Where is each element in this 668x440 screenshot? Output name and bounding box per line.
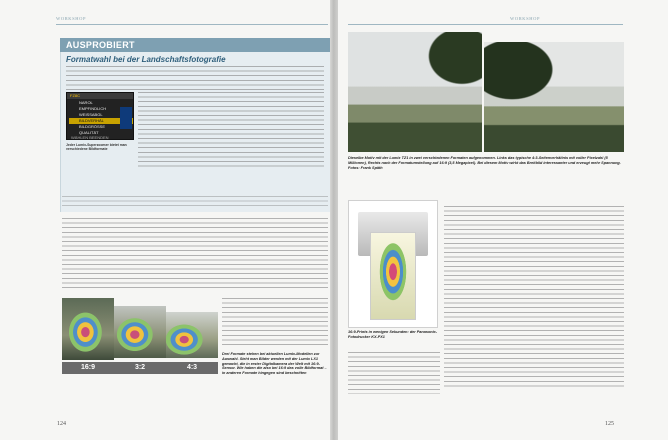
running-head-right: WORKSHOP xyxy=(510,16,541,21)
box-body-text xyxy=(138,92,324,168)
ratio-photo-16-9 xyxy=(62,298,114,360)
camera-menu-row: BILDGRÖSSE xyxy=(79,124,106,129)
camera-menu-screenshot xyxy=(66,92,134,140)
camera-menu-row: WEISSABGL xyxy=(79,112,103,117)
ratio-caption: Drei Formate stehen bei aktuellen Lumix-Modellen zur Auswahl. Sieht man Bilder werden mit der Lumix LX1 gemacht, die in erster Digitalkamera der Welt mit 16:9-Sensor. Wie haben die also bei 16:9 das volle Bildformat – in anderen Formate hingegen sind beschnitten xyxy=(222,352,327,376)
box-title: Formatwahl bei der Landschaftsfotografie xyxy=(66,55,226,64)
left-body-text xyxy=(62,218,328,290)
landscape-photo-16-9 xyxy=(484,42,624,152)
right-body-text-1 xyxy=(444,206,624,390)
top-rule-left xyxy=(56,24,328,25)
ausprobiert-tag-bar xyxy=(60,38,330,52)
printer-caption: 16:9-Prints in wenigen Sekunden: der Panasonic-Fotodrucker KX-PX1 xyxy=(348,330,438,339)
right-body-text-2 xyxy=(348,352,440,394)
ausprobiert-tag: AUSPROBIERT xyxy=(66,40,135,50)
ratio-photo-3-2 xyxy=(114,306,166,358)
photo-credit: Fotos: Frank Späth xyxy=(348,165,383,170)
page-number-left: 124 xyxy=(57,421,66,427)
landscape-caption-text: Dieselbe Motiv mit der Lumix TZ1 in zwei verschiedenen Formaten aufgenommen. Links das typische 4:3-Seitenverhältnis mit voller Pixelzahl (5 Millionen), Rechts nach der Formatumstellung auf 16:9 (3,5 Megapixel). Bei diesem Motiv wirkt das Breitbild interessanter und erzeugt mehr Spannung. xyxy=(348,156,621,165)
printed-photo xyxy=(370,232,416,320)
ratio-label: 3:2 xyxy=(114,362,166,374)
camera-menu-header: FZ8C xyxy=(67,93,133,99)
camera-menu-preview xyxy=(120,107,132,129)
ratio-label: 16:9 xyxy=(62,362,114,374)
ratio-photo-4-3 xyxy=(166,312,218,358)
book-gutter xyxy=(330,0,338,440)
page-number-right: 125 xyxy=(605,421,614,427)
box-intro-text xyxy=(66,66,324,90)
ratio-side-text xyxy=(222,298,328,346)
top-rule-right xyxy=(348,24,623,25)
landscape-caption xyxy=(348,156,624,180)
camera-menu-row: QUALITÄT xyxy=(79,130,99,135)
ratio-label: 4:3 xyxy=(166,362,218,374)
running-head-left: WORKSHOP xyxy=(56,16,87,21)
menu-caption: Jeder Lumix-Superzoomer bietet man verschiedene Bildformate xyxy=(66,143,127,152)
camera-menu-footer: WÄHLEN BEENDEN xyxy=(71,135,109,140)
camera-menu-row: NAROL xyxy=(79,100,93,105)
camera-menu-row: EMPFINDLICH xyxy=(79,106,107,111)
camera-menu-row-selected: BILDVERHÄL xyxy=(69,118,133,124)
landscape-photo-4-3 xyxy=(348,32,482,152)
box-bottom-text xyxy=(62,196,328,210)
